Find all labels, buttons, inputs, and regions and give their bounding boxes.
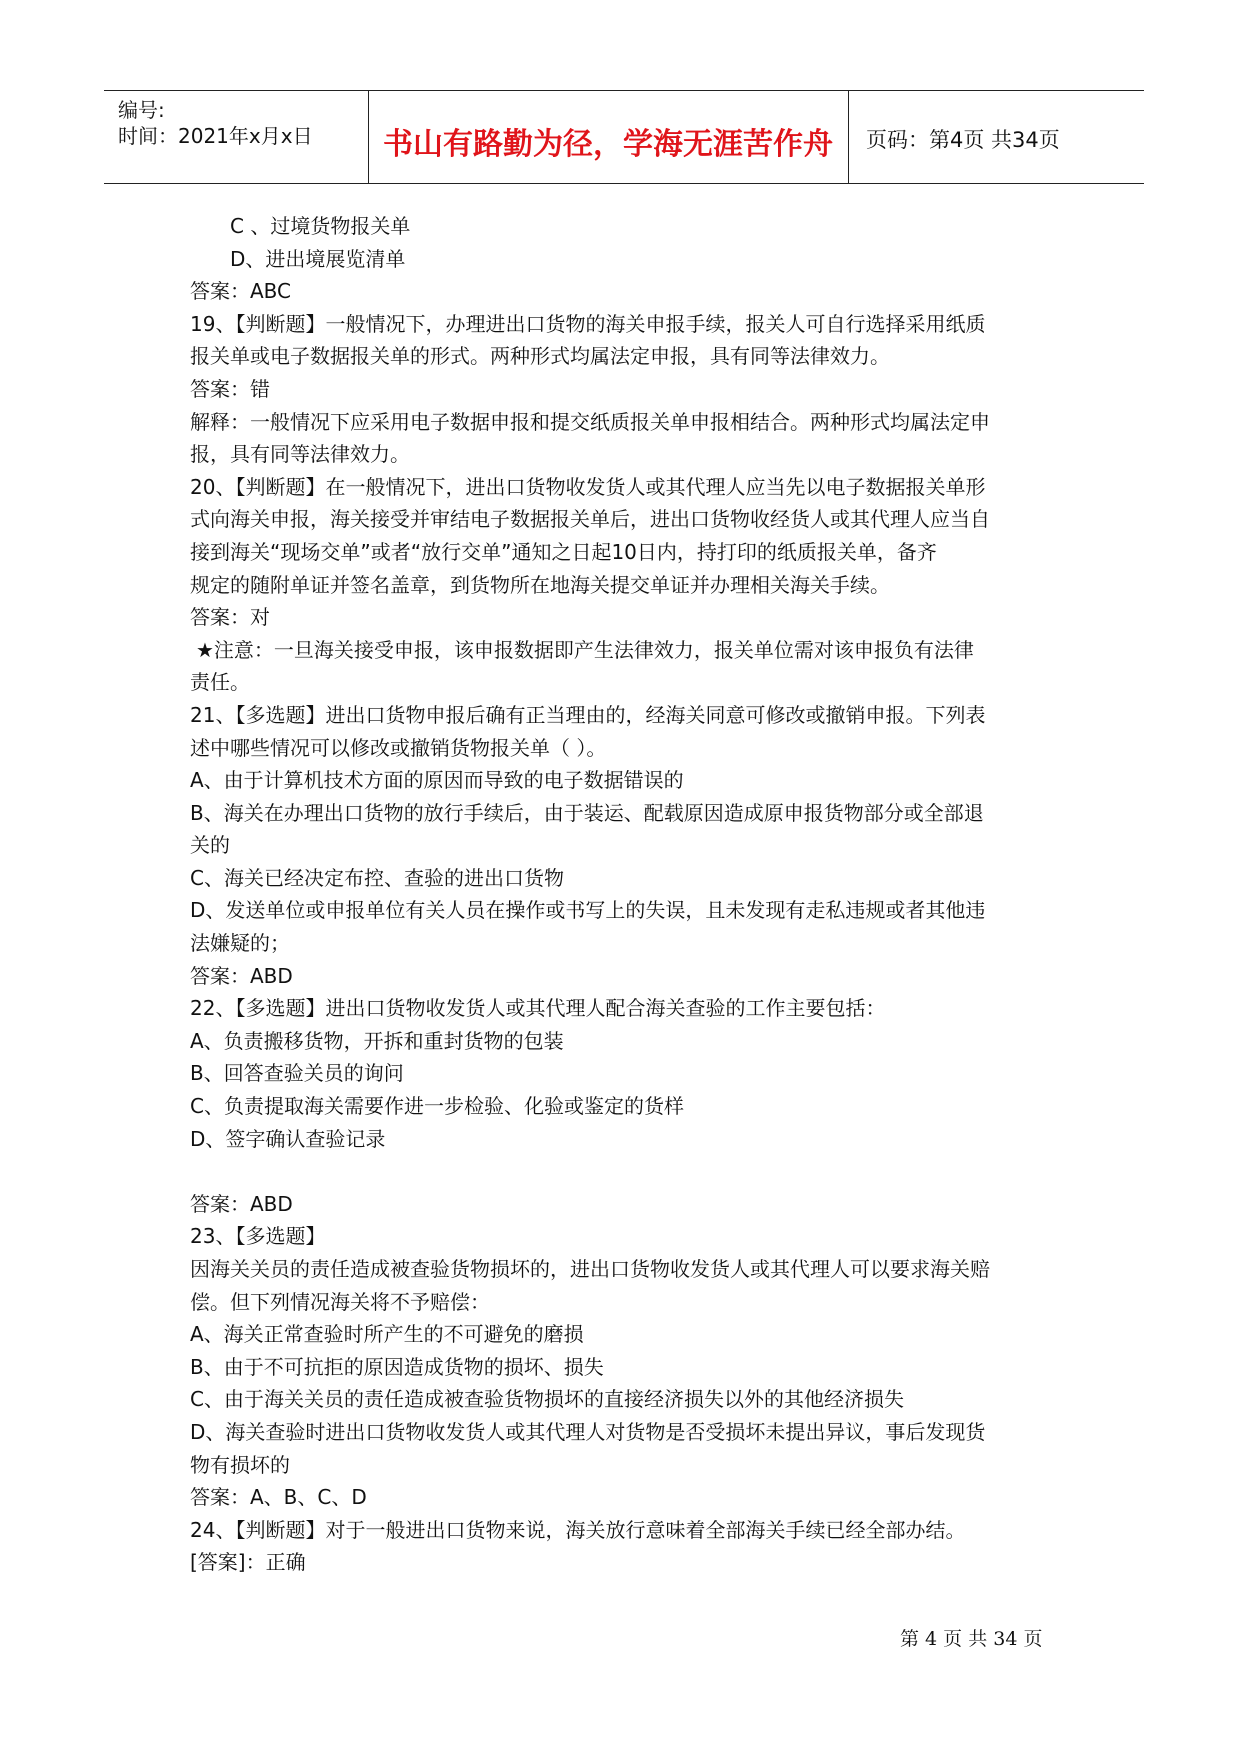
text-line: ★注意：一旦海关接受申报，该申报数据即产生法律效力，报关单位需对该申报负有法律 xyxy=(196,637,974,662)
text-line: 规定的随附单证并签名盖章，到货物所在地海关提交单证并办理相关海关手续。 xyxy=(190,572,890,597)
text-line: C、由于海关关员的责任造成被查验货物损坏的直接经济损失以外的其他经济损失 xyxy=(190,1387,904,1412)
text-line: 24、【判断题】对于一般进出口货物来说，海关放行意味着全部海关手续已经全部办结。 xyxy=(190,1517,966,1542)
text-line: 责任。 xyxy=(190,670,250,695)
header-middle-cell xyxy=(368,91,849,183)
header-left-cell xyxy=(104,91,369,183)
document-body xyxy=(190,210,1070,1579)
text-line: 答案：对 xyxy=(190,605,270,630)
text-line: A、负责搬移货物，开拆和重封货物的包装 xyxy=(190,1028,564,1053)
header-right-cell xyxy=(848,91,1144,183)
text-line: 20、【判断题】在一般情况下，进出口货物收发货人或其代理人应当先以电子数据报关单形 xyxy=(190,474,986,499)
text-line: 式向海关申报，海关接受并审结电子数据报关单后，进出口货物收经货人或其代理人应当自 xyxy=(190,507,990,532)
blank-line xyxy=(190,1155,1070,1188)
page-code: 页码：第4页 共34页 xyxy=(866,128,1060,152)
text-line: 答案：A、B、C、D xyxy=(190,1485,367,1510)
text-line: 接到海关“现场交单”或者“放行交单”通知之日起10日内，持打印的纸质报关单，备齐 xyxy=(190,539,937,564)
text-line: 21、【多选题】进出口货物申报后确有正当理由的，经海关同意可修改或撤销申报。下列表 xyxy=(190,702,986,727)
text-line: 答案：ABD xyxy=(190,963,293,988)
text-line: C 、过境货物报关单 xyxy=(230,214,411,238)
text-line: 报关单或电子数据报关单的形式。两种形式均属法定申报，具有同等法律效力。 xyxy=(190,344,890,369)
number-label: 编号: xyxy=(118,98,165,122)
text-line: 22、【多选题】进出口货物收发货人或其代理人配合海关查验的工作主要包括： xyxy=(190,996,886,1021)
text-line: [答案]：正确 xyxy=(190,1550,306,1575)
text-line: 23、【多选题】 xyxy=(190,1224,326,1249)
text-line: D、签字确认查验记录 xyxy=(190,1126,386,1151)
text-line: C、海关已经决定布控、查验的进出口货物 xyxy=(190,865,564,890)
text-line: 物有损坏的 xyxy=(190,1452,290,1477)
text-line: 偿。但下列情况海关将不予赔偿： xyxy=(190,1289,490,1314)
document-header xyxy=(104,90,1144,184)
text-line: 答案：ABD xyxy=(190,1191,293,1216)
text-line: B、回答查验关员的询问 xyxy=(190,1061,404,1086)
text-line: A、海关正常查验时所产生的不可避免的磨损 xyxy=(190,1322,584,1347)
header-motto: 书山有路勤为径，学海无涯苦作舟 xyxy=(383,127,833,162)
text-line: D、进出境展览清单 xyxy=(230,246,406,271)
text-line: 关的 xyxy=(190,833,230,858)
text-line: D、发送单位或申报单位有关人员在操作或书写上的失误，且未发现有走私违规或者其他违 xyxy=(190,898,986,923)
text-line: B、海关在办理出口货物的放行手续后，由于装运、配载原因造成原申报货物部分或全部退 xyxy=(190,800,984,825)
text-line: 解释：一般情况下应采用电子数据申报和提交纸质报关单申报相结合。两种形式均属法定申 xyxy=(190,409,990,434)
time-label: 时间：2021年x月x日 xyxy=(118,124,313,148)
text-line: A、由于计算机技术方面的原因而导致的电子数据错误的 xyxy=(190,768,684,793)
text-line: D、海关查验时进出口货物收发货人或其代理人对货物是否受损坏未提出异议，事后发现货 xyxy=(190,1419,986,1444)
text-line: 答案：错 xyxy=(190,376,270,401)
text-line: 答案：ABC xyxy=(190,279,292,304)
text-line: 法嫌疑的； xyxy=(190,931,290,956)
text-line: 19、【判断题】一般情况下，办理进出口货物的海关申报手续，报关人可自行选择采用纸质 xyxy=(190,311,986,336)
text-line: 因海关关员的责任造成被查验货物损坏的，进出口货物收发货人或其代理人可以要求海关赔 xyxy=(190,1257,990,1281)
text-line: 报，具有同等法律效力。 xyxy=(190,442,410,467)
text-line: B、由于不可抗拒的原因造成货物的损坏、损失 xyxy=(190,1354,604,1379)
page-footer: 第 4 页 共 34 页 xyxy=(900,1628,1043,1650)
text-line: 述中哪些情况可以修改或撤销货物报关单（ ）。 xyxy=(190,735,607,760)
text-line: C、负责提取海关需要作进一步检验、化验或鉴定的货样 xyxy=(190,1094,684,1119)
